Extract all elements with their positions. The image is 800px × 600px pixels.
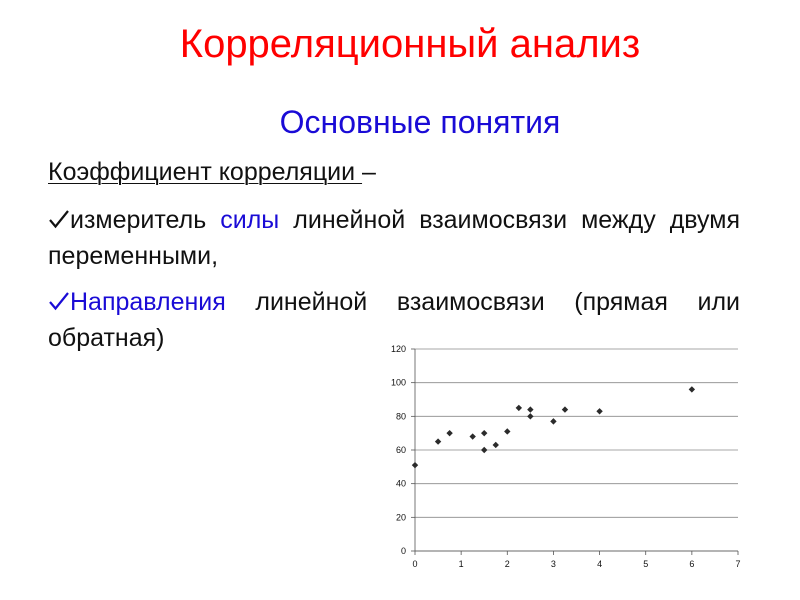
x-tick-label-5: 5	[643, 559, 649, 569]
x-tick-label-4: 4	[597, 559, 603, 569]
y-tick-label-6: 120	[390, 344, 406, 354]
y-tick-label-4: 80	[395, 411, 406, 422]
scatter-point-9	[527, 406, 533, 412]
scatter-point-2	[446, 430, 452, 436]
scatter-point-14	[689, 386, 695, 392]
scatter-point-8	[516, 405, 522, 411]
scatter-point-3	[469, 433, 475, 439]
scatter-point-0	[412, 462, 418, 468]
definition-term: Коэффициент корреляции	[48, 158, 363, 186]
chart-points	[412, 386, 695, 468]
y-tick-label-3: 60	[395, 445, 406, 455]
chart-y-tick-labels	[391, 344, 406, 556]
bullet-strength-highlight: силы	[220, 206, 280, 234]
x-tick-label-6: 6	[689, 559, 695, 569]
scatter-point-4	[481, 430, 487, 436]
y-tick-label-1: 20	[395, 512, 406, 523]
chart-gridlines	[415, 349, 738, 551]
bullet-direction-after: линейной взаимосвязи (прямая или обратная)	[48, 288, 740, 352]
bullet-strength-before: измеритель	[70, 206, 221, 234]
bullet-direction-highlight: Направления	[70, 288, 226, 316]
definition-dash: –	[362, 158, 376, 186]
slide-subtitle: Основные понятия	[279, 104, 561, 140]
y-tick-label-5: 100	[390, 377, 406, 388]
scatter-point-6	[493, 442, 499, 448]
y-tick-label-2: 40	[395, 478, 406, 489]
x-tick-label-7: 7	[735, 559, 741, 569]
x-tick-label-0: 0	[412, 559, 418, 569]
scatter-point-11	[550, 418, 556, 424]
scatter-point-10	[527, 413, 533, 419]
scatter-point-5	[481, 447, 487, 453]
scatter-point-12	[562, 406, 568, 412]
chart-axes	[411, 349, 738, 555]
scatter-point-13	[596, 408, 602, 414]
scatter-point-1	[435, 438, 441, 444]
bullet-strength-after: линейной взаимосвязи между двумя переменными,	[48, 206, 740, 270]
slide-title: Корреляционный анализ	[179, 22, 641, 66]
chart-x-tick-labels	[412, 559, 740, 569]
x-tick-label-3: 3	[550, 559, 556, 569]
x-tick-label-1: 1	[458, 559, 464, 569]
scatter-point-7	[504, 428, 510, 434]
y-tick-label-0: 0	[400, 546, 406, 556]
x-tick-label-2: 2	[504, 559, 510, 569]
